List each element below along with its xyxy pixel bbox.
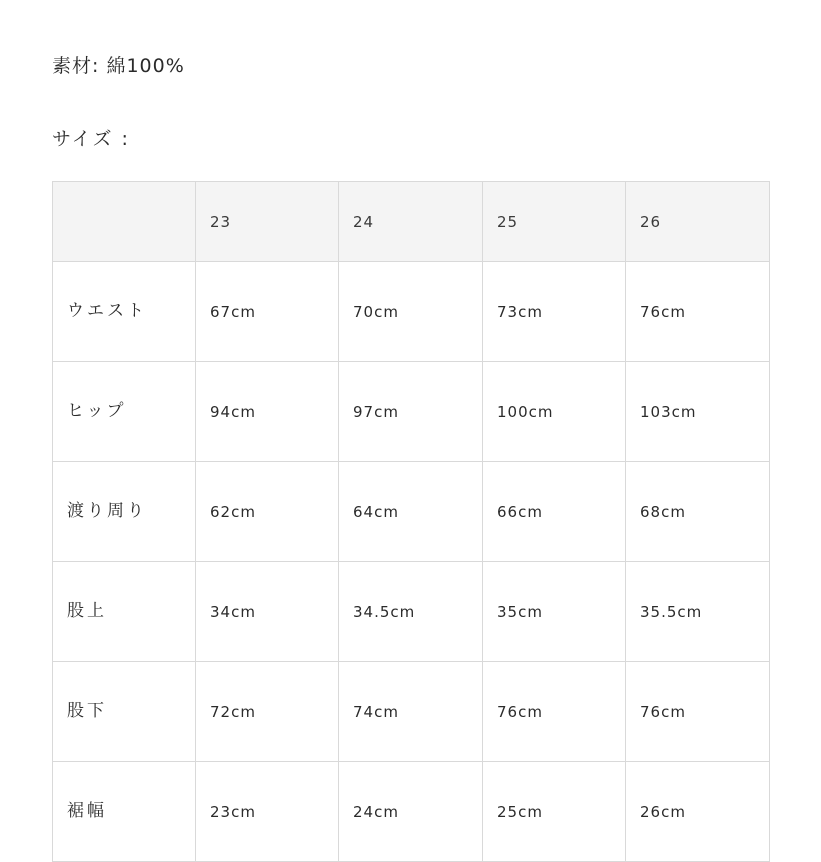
cell-waist-25: 73cm — [483, 262, 626, 362]
cell-hip-23: 94cm — [196, 362, 339, 462]
cell-thigh-23: 62cm — [196, 462, 339, 562]
table-header-row — [53, 182, 770, 262]
column-header-24: 24 — [339, 182, 483, 262]
cell-waist-23: 67cm — [196, 262, 339, 362]
cell-thigh-24: 64cm — [339, 462, 483, 562]
row-label-waist: ウエスト — [53, 262, 196, 362]
cell-hem-23: 23cm — [196, 762, 339, 862]
cell-hem-24: 24cm — [339, 762, 483, 862]
cell-rise-25: 35cm — [483, 562, 626, 662]
table-row — [53, 262, 770, 362]
size-table-head — [53, 182, 770, 262]
column-header-25: 25 — [483, 182, 626, 262]
cell-inseam-23: 72cm — [196, 662, 339, 762]
cell-hip-24: 97cm — [339, 362, 483, 462]
material-text: 素材: 綿100% — [52, 55, 185, 77]
cell-rise-24: 34.5cm — [339, 562, 483, 662]
table-row — [53, 362, 770, 462]
table-corner-cell — [53, 182, 196, 262]
cell-rise-26: 35.5cm — [626, 562, 770, 662]
table-row — [53, 562, 770, 662]
size-table-body — [53, 262, 770, 862]
cell-inseam-25: 76cm — [483, 662, 626, 762]
cell-waist-26: 76cm — [626, 262, 770, 362]
size-table-wrapper — [52, 181, 769, 862]
cell-hip-25: 100cm — [483, 362, 626, 462]
cell-hip-26: 103cm — [626, 362, 770, 462]
table-row — [53, 762, 770, 862]
cell-inseam-24: 74cm — [339, 662, 483, 762]
cell-hem-25: 25cm — [483, 762, 626, 862]
column-header-26: 26 — [626, 182, 770, 262]
size-section-label: サイズ : — [52, 127, 130, 150]
row-label-inseam: 股下 — [53, 662, 196, 762]
cell-waist-24: 70cm — [339, 262, 483, 362]
column-header-23: 23 — [196, 182, 339, 262]
table-row — [53, 662, 770, 762]
row-label-hem-width: 裾幅 — [53, 762, 196, 862]
row-label-hip: ヒップ — [53, 362, 196, 462]
size-table — [52, 181, 770, 862]
cell-hem-26: 26cm — [626, 762, 770, 862]
cell-inseam-26: 76cm — [626, 662, 770, 762]
cell-rise-23: 34cm — [196, 562, 339, 662]
row-label-rise: 股上 — [53, 562, 196, 662]
table-row — [53, 462, 770, 562]
cell-thigh-26: 68cm — [626, 462, 770, 562]
cell-thigh-25: 66cm — [483, 462, 626, 562]
row-label-thigh: 渡り周り — [53, 462, 196, 562]
